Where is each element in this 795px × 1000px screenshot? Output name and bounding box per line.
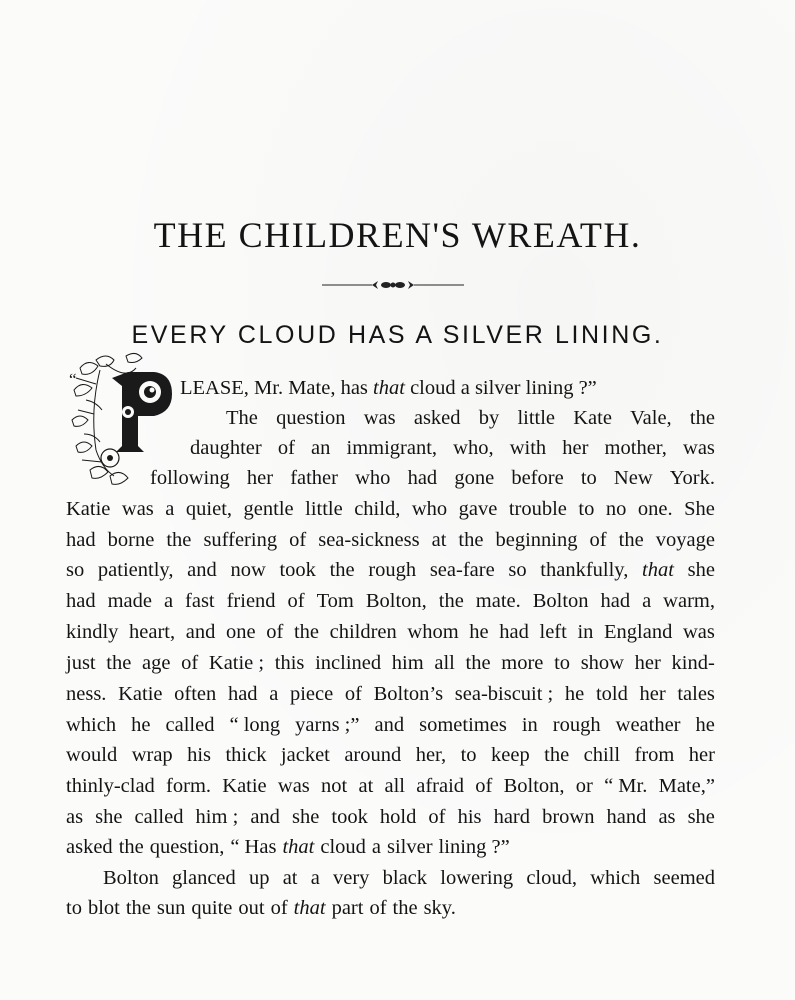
word: a	[269, 683, 279, 705]
word: this	[274, 652, 305, 674]
word: in	[521, 714, 538, 736]
paragraph1-line	[66, 771, 715, 801]
word: of	[428, 806, 446, 828]
word: Katie	[222, 775, 267, 797]
word: he	[469, 621, 489, 643]
word: little	[517, 407, 556, 429]
word: around	[344, 744, 402, 766]
word: she	[687, 806, 715, 828]
word: her	[639, 683, 666, 705]
word: who	[411, 498, 448, 520]
ornament-divider	[322, 278, 464, 292]
word: keep	[491, 744, 530, 766]
word: voyage	[655, 529, 715, 551]
word: not	[321, 775, 348, 797]
word: of	[369, 897, 387, 919]
word: borne	[107, 529, 155, 551]
paragraph1-line	[66, 802, 715, 832]
word: sky.	[423, 897, 456, 919]
word: took	[331, 806, 368, 828]
word: tales	[677, 683, 715, 705]
word: as	[658, 806, 676, 828]
word: gave	[458, 498, 498, 520]
word: form.	[166, 775, 212, 797]
word: was	[277, 775, 310, 797]
word: York.	[669, 467, 715, 489]
word: ness.	[66, 683, 107, 705]
word: to	[554, 652, 571, 674]
word: brown	[542, 806, 595, 828]
word: weather	[615, 714, 681, 736]
word: the	[293, 621, 319, 643]
paragraph2-line	[66, 893, 456, 923]
word: and	[185, 621, 216, 643]
word: sun	[156, 897, 186, 919]
word: blot	[87, 897, 120, 919]
word: show	[580, 652, 624, 674]
word: was	[683, 437, 715, 459]
word: made	[107, 590, 152, 612]
word: the	[118, 836, 144, 858]
word: one	[226, 621, 256, 643]
word: the	[544, 744, 570, 766]
word: quite	[191, 897, 233, 919]
word: before	[511, 467, 564, 489]
word: an	[311, 437, 331, 459]
word: mother,	[604, 437, 667, 459]
word: the	[465, 652, 491, 674]
word: thinly-clad	[66, 775, 155, 797]
word: a	[310, 867, 320, 889]
word: to	[578, 498, 595, 520]
word: of	[589, 529, 607, 551]
paragraph1-line	[66, 679, 715, 709]
word: at	[358, 775, 374, 797]
word: little	[305, 498, 343, 520]
word: Bolton	[103, 867, 159, 889]
word: at	[431, 529, 447, 551]
word: chill	[583, 744, 621, 766]
word: New	[613, 467, 653, 489]
word: one.	[637, 498, 673, 520]
word: of	[277, 437, 295, 459]
word: had	[407, 467, 438, 489]
word: thankfully,	[540, 559, 629, 581]
word: so	[508, 559, 527, 581]
word: Mate,”	[658, 775, 715, 797]
word: Katie ;	[208, 652, 265, 674]
word: asked	[66, 836, 113, 858]
word: his	[457, 806, 482, 828]
word: very	[333, 867, 370, 889]
word: of	[289, 529, 307, 551]
word: to	[66, 897, 82, 919]
word: and	[250, 806, 280, 828]
word: child,	[354, 498, 401, 520]
opening-quote: “	[69, 370, 77, 389]
word: often	[174, 683, 217, 705]
word: more	[501, 652, 544, 674]
word: inclined	[315, 652, 382, 674]
word: no	[605, 498, 627, 520]
word: up	[248, 867, 270, 889]
word: glanced	[172, 867, 236, 889]
word: had	[600, 590, 631, 612]
word: had	[66, 529, 96, 551]
word: cloud,	[526, 867, 577, 889]
word: that	[642, 559, 674, 581]
word: seemed	[653, 867, 715, 889]
word: sometimes	[419, 714, 507, 736]
word: left	[539, 621, 567, 643]
paragraph1-line	[66, 586, 715, 616]
word: Tom	[316, 590, 354, 612]
word: hard	[493, 806, 530, 828]
word: that	[293, 897, 326, 919]
word: Katie	[118, 683, 163, 705]
story-title: EVERY CLOUD HAS A SILVER LINING.	[131, 321, 664, 349]
word: silver	[387, 836, 433, 858]
word: called	[134, 806, 184, 828]
word: her	[562, 437, 589, 459]
word: fast	[185, 590, 215, 612]
first-line-text: LEASE, Mr. Mate, has that cloud a silver lining ?”	[180, 377, 597, 399]
word: the	[618, 529, 644, 551]
word: question,	[149, 836, 225, 858]
word: so	[66, 559, 85, 581]
word: to	[460, 744, 477, 766]
word: from	[634, 744, 675, 766]
word: suffering	[203, 529, 278, 551]
word: him	[391, 652, 424, 674]
word: rough	[368, 559, 417, 581]
word: out	[238, 897, 265, 919]
word: by	[478, 407, 500, 429]
word: of	[270, 897, 288, 919]
word: which	[66, 714, 117, 736]
word: was	[363, 407, 396, 429]
word: or	[575, 775, 593, 797]
word: was	[682, 621, 715, 643]
word: friend	[226, 590, 276, 612]
word: her,	[415, 744, 447, 766]
word: daughter	[190, 437, 262, 459]
word: Bolton,	[503, 775, 565, 797]
word: “ long	[229, 714, 281, 736]
word: black	[382, 867, 428, 889]
word: kindly	[66, 621, 119, 643]
word: had	[227, 683, 258, 705]
word: a	[165, 498, 175, 520]
word: her	[246, 467, 274, 489]
paragraph1-line	[190, 433, 715, 463]
word: which	[590, 867, 641, 889]
word: of	[266, 621, 284, 643]
word: was	[121, 498, 154, 520]
word: to	[580, 467, 597, 489]
word: him ;	[195, 806, 239, 828]
word: she	[95, 806, 123, 828]
paragraph1-line	[66, 555, 715, 585]
word: Bolton’s	[373, 683, 444, 705]
word: called	[165, 714, 215, 736]
word: of	[181, 652, 199, 674]
word: quiet,	[185, 498, 233, 520]
paragraph1-line	[150, 463, 715, 493]
word: her	[688, 744, 715, 766]
word: warm,	[663, 590, 715, 612]
word: she	[687, 559, 715, 581]
word: heart,	[129, 621, 176, 643]
word: piece	[289, 683, 334, 705]
word: would	[66, 744, 118, 766]
word: a	[371, 836, 381, 858]
word: asked	[413, 407, 461, 429]
word: thick	[225, 744, 267, 766]
word: Bolton	[532, 590, 589, 612]
word: and	[374, 714, 405, 736]
word: “ Has	[230, 836, 277, 858]
word: immigrant,	[346, 437, 438, 459]
word: following	[150, 467, 230, 489]
word: his	[187, 744, 212, 766]
word: the	[125, 897, 151, 919]
word: she	[292, 806, 320, 828]
word: question	[276, 407, 346, 429]
word: Katie	[66, 498, 111, 520]
word: the	[106, 652, 132, 674]
paragraph2-line	[103, 863, 715, 893]
paragraph1-line	[226, 403, 715, 433]
word: the	[166, 529, 192, 551]
word: afraid	[416, 775, 465, 797]
word: the	[458, 529, 484, 551]
paragraph1-line	[66, 710, 715, 740]
word: kind-	[671, 652, 715, 674]
word: the	[392, 897, 418, 919]
word: part	[331, 897, 364, 919]
paragraph1-line	[66, 740, 715, 770]
word: had	[66, 590, 96, 612]
word: that	[282, 836, 315, 858]
word: of	[287, 590, 305, 612]
word: all	[434, 652, 455, 674]
word: England	[604, 621, 673, 643]
word: rough	[552, 714, 601, 736]
word: all	[384, 775, 405, 797]
word: who	[355, 467, 391, 489]
word: “ Mr.	[604, 775, 648, 797]
word: The	[226, 407, 258, 429]
word: gentle	[243, 498, 294, 520]
word: of	[344, 683, 362, 705]
word: at	[282, 867, 298, 889]
word: beginning	[495, 529, 578, 551]
word: the	[438, 590, 464, 612]
word: as	[66, 806, 84, 828]
word: Kate	[573, 407, 612, 429]
word: lowering	[440, 867, 514, 889]
word: told	[595, 683, 628, 705]
word: now	[230, 559, 266, 581]
word: had	[499, 621, 529, 643]
word: wrap	[131, 744, 173, 766]
word: whom	[407, 621, 459, 643]
paragraph1-line	[66, 494, 715, 524]
word: yarns ;”	[295, 714, 360, 736]
word: gone	[454, 467, 495, 489]
word: he	[564, 683, 585, 705]
word: trouble	[508, 498, 567, 520]
word: age	[142, 652, 171, 674]
word: the	[329, 559, 355, 581]
word: children	[329, 621, 397, 643]
word: a	[642, 590, 652, 612]
paragraph1-line	[66, 832, 510, 862]
word: and	[187, 559, 217, 581]
word: sea-sickness	[318, 529, 420, 551]
word: he	[695, 714, 715, 736]
word: hold	[379, 806, 417, 828]
paragraph1-line	[66, 617, 715, 647]
word: took	[279, 559, 316, 581]
word: father	[290, 467, 338, 489]
word: Bolton,	[365, 590, 427, 612]
word: of	[475, 775, 493, 797]
word: sea-fare	[429, 559, 495, 581]
word: in	[577, 621, 594, 643]
paragraph1-line	[66, 525, 715, 555]
word: with	[509, 437, 547, 459]
word: sea-biscuit ;	[454, 683, 554, 705]
word: Vale,	[630, 407, 672, 429]
book-title: THE CHILDREN'S WREATH.	[153, 215, 642, 255]
word: a	[163, 590, 174, 612]
paragraph1-line	[66, 648, 715, 678]
word: mate.	[475, 590, 521, 612]
word: lining ?”	[438, 836, 510, 858]
word: She	[684, 498, 715, 520]
word: patiently,	[97, 559, 174, 581]
word: jacket	[280, 744, 330, 766]
word: the	[689, 407, 715, 429]
word: her	[634, 652, 661, 674]
word: hand	[606, 806, 647, 828]
word: just	[66, 652, 96, 674]
word: he	[131, 714, 151, 736]
word: who,	[453, 437, 494, 459]
word: cloud	[320, 836, 366, 858]
